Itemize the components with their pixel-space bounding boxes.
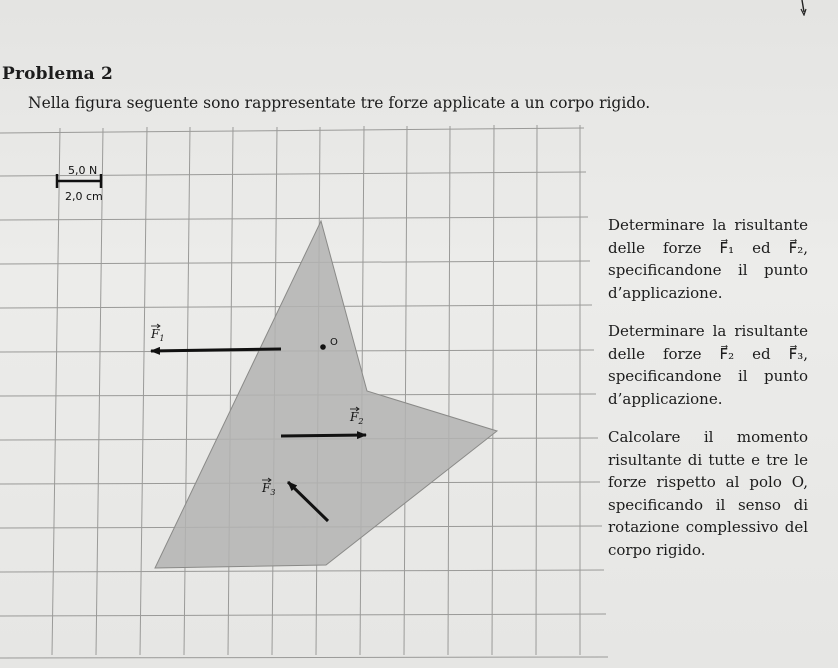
svg-text:F3: $F_3$ xyxy=(262,481,276,497)
pole-o-point xyxy=(320,344,326,350)
scale-length-label: 2,0 cm xyxy=(65,190,103,203)
question-3: Calcolare il momento risultante di tutte e tre le forze rispetto al polo O, specificando il senso di rotazione complessivo del corpo rigido. xyxy=(608,428,808,559)
force-f1-label xyxy=(150,324,164,343)
force-f2-arrow xyxy=(281,435,366,436)
question-1: Determinare la risultante delle forze F⃗₁ ed F⃗₂, specificandone il punto d’applicazione. xyxy=(608,216,808,302)
svg-text:F2: $F_2$ xyxy=(350,410,364,426)
question-2: Determinare la risultante delle forze F⃗₂ ed F⃗₃, specificandone il punto d’applicazione. xyxy=(608,322,808,408)
force-f1-arrow xyxy=(151,349,281,351)
pole-o-label: O xyxy=(330,337,338,348)
scale-force-label: 5,0 N xyxy=(68,164,98,177)
pen-mark xyxy=(800,0,808,16)
problem-intro: Nella figura seguente sono rappresentate tre forze applicate a un corpo rigido. xyxy=(28,94,651,112)
problem-title: Problema 2 xyxy=(2,64,113,84)
svg-text:F1: $F_1$ xyxy=(151,327,165,343)
questions-list xyxy=(608,214,808,577)
